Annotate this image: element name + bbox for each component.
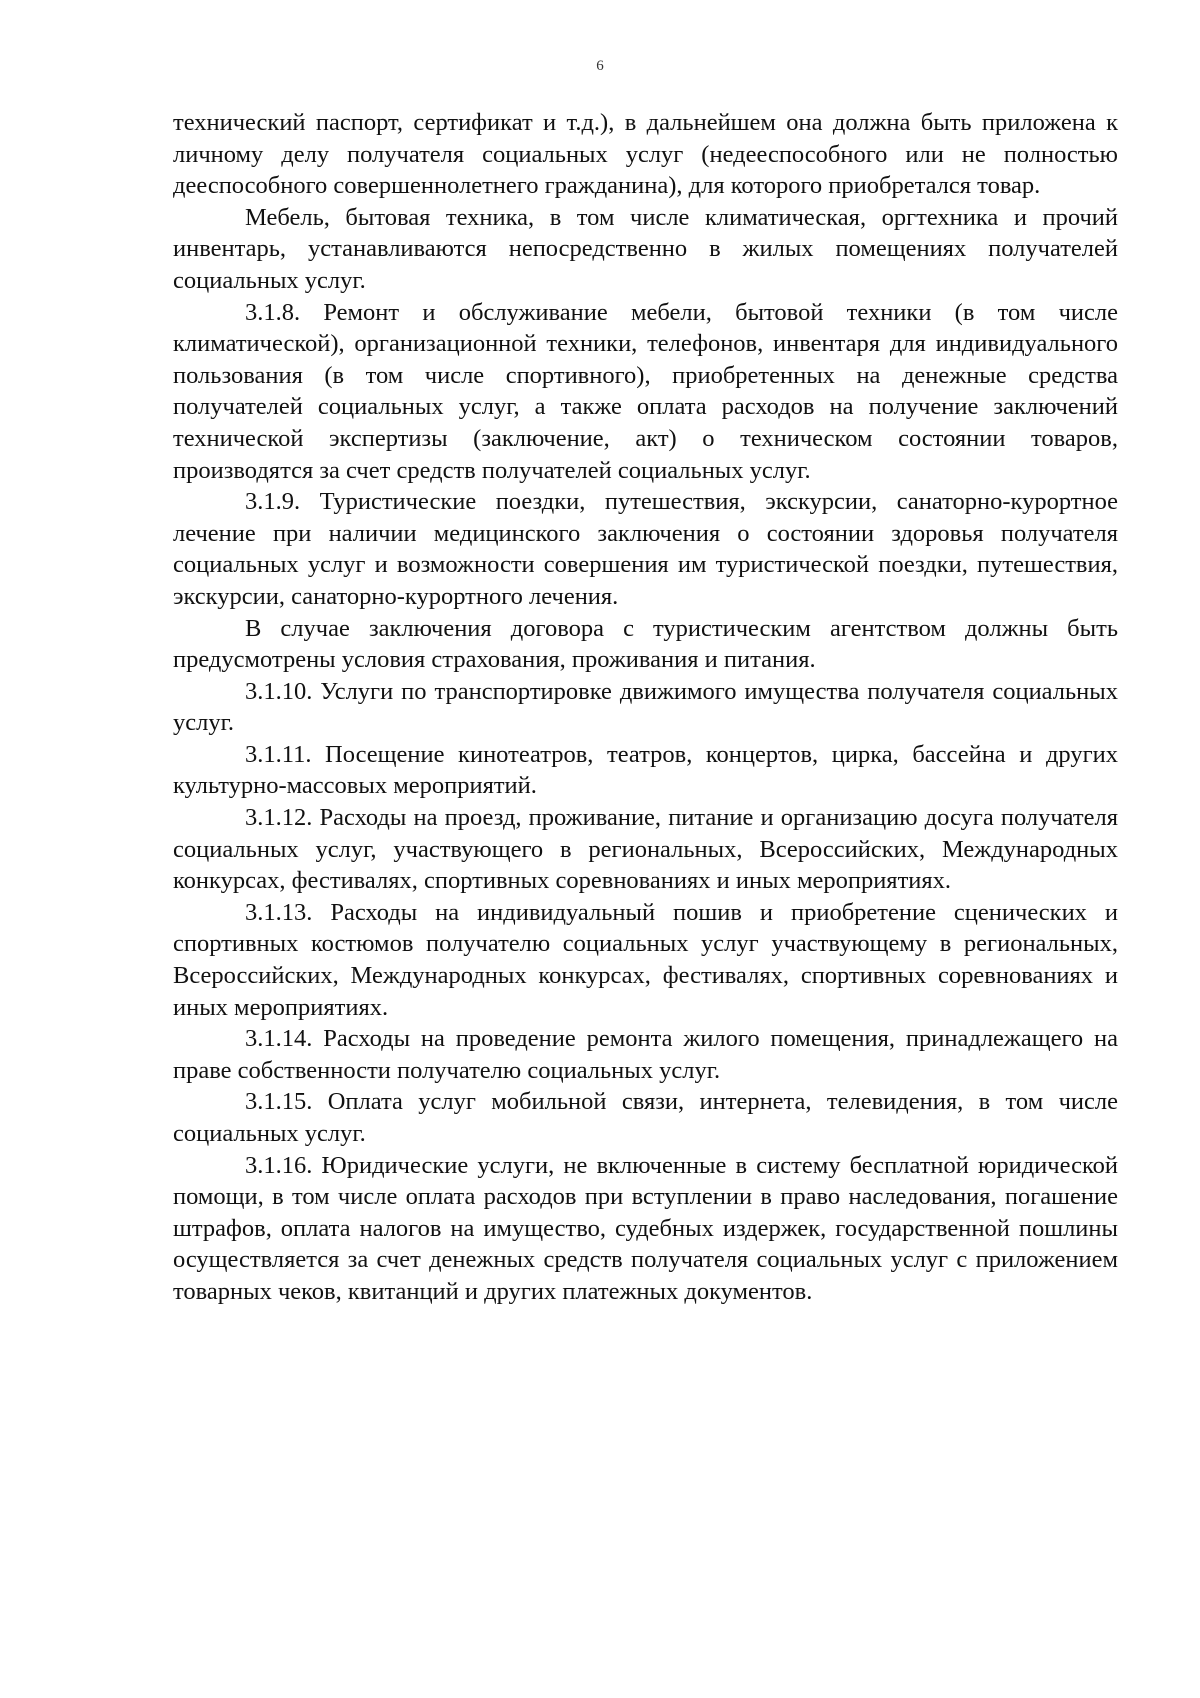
document-body <box>173 107 1118 1308</box>
paragraph-travel-agency-contract: В случае заключения договора с туристическим агентством должны быть предусмотрены условия страхования, проживания и питания. <box>173 614 1118 674</box>
paragraph-3-1-16: 3.1.16. Юридические услуги, не включенные в систему бесплатной юридической помощи, в том числе оплата расходов при вступлении в право наследования, погашение штрафов, оплата налогов на имущество, судебных издержек, государственной пошлины осуществляется за счет денежных средств получателя социальных услуг с приложением товарных чеков, квитанций и других платежных документов. <box>173 1151 1118 1305</box>
page-number: 6 <box>596 58 604 74</box>
paragraph-3-1-10: 3.1.10. Услуги по транспортировке движимого имущества получателя социальных услуг. <box>173 677 1118 737</box>
paragraph-3-1-14: 3.1.14. Расходы на проведение ремонта жилого помещения, принадлежащего на праве собственности получателю социальных услуг. <box>173 1025 1118 1084</box>
paragraph-3-1-12: 3.1.12. Расходы на проезд, проживание, питание и организацию досуга получателя социальных услуг, участвующего в региональных, Всероссийских, Международных конкурсах, фестивалях, спортивных соревнованиях и иных мероприятиях. <box>173 804 1118 895</box>
paragraph-furniture-installation: Мебель, бытовая техника, в том числе климатическая, оргтехника и прочий инвентарь, устанавливаются непосредственно в жилых помещениях получателей социальных услуг. <box>173 203 1118 294</box>
paragraph-3-1-13: 3.1.13. Расходы на индивидуальный пошив и приобретение сценических и спортивных костюмов получателю социальных услуг участвующему в региональных, Всероссийских, Международных конкурсах, фестивалях, спортивных соревнованиях и иных мероприятиях. <box>173 898 1118 1021</box>
paragraph-3-1-9: 3.1.9. Туристические поездки, путешествия, экскурсии, санаторно-курортное лечение при наличии медицинского заключения о состоянии здоровья получателя социальных услуг и возможности совершения им туристической поездки, путешествия, экскурсии, санаторно-курортного лечения. <box>173 488 1118 610</box>
paragraph-continuation: технический паспорт, сертификат и т.д.), в дальнейшем она должна быть приложена к личному делу получателя социальных услуг (недееспособного или не полностью дееспособного совершеннолетнего гражданина), для которого приобретался товар. <box>173 109 1118 200</box>
paragraph-3-1-8: 3.1.8. Ремонт и обслуживание мебели, бытовой техники (в том числе климатической), организационной техники, телефонов, инвентаря для индивидуального пользования (в том числе спортивного), приобретенных на денежные средства получателей социальных услуг, а также оплата расходов на получение заключений технической экспертизы (заключение, акт) о техническом состоянии товаров, производятся за счет средств получателей социальных услуг. <box>173 298 1118 484</box>
paragraph-3-1-11: 3.1.11. Посещение кинотеатров, театров, концертов, цирка, бассейна и других культурно-массовых мероприятий. <box>173 740 1118 800</box>
paragraph-3-1-15: 3.1.15. Оплата услуг мобильной связи, интернета, телевидения, в том числе социальных услуг. <box>173 1088 1118 1147</box>
